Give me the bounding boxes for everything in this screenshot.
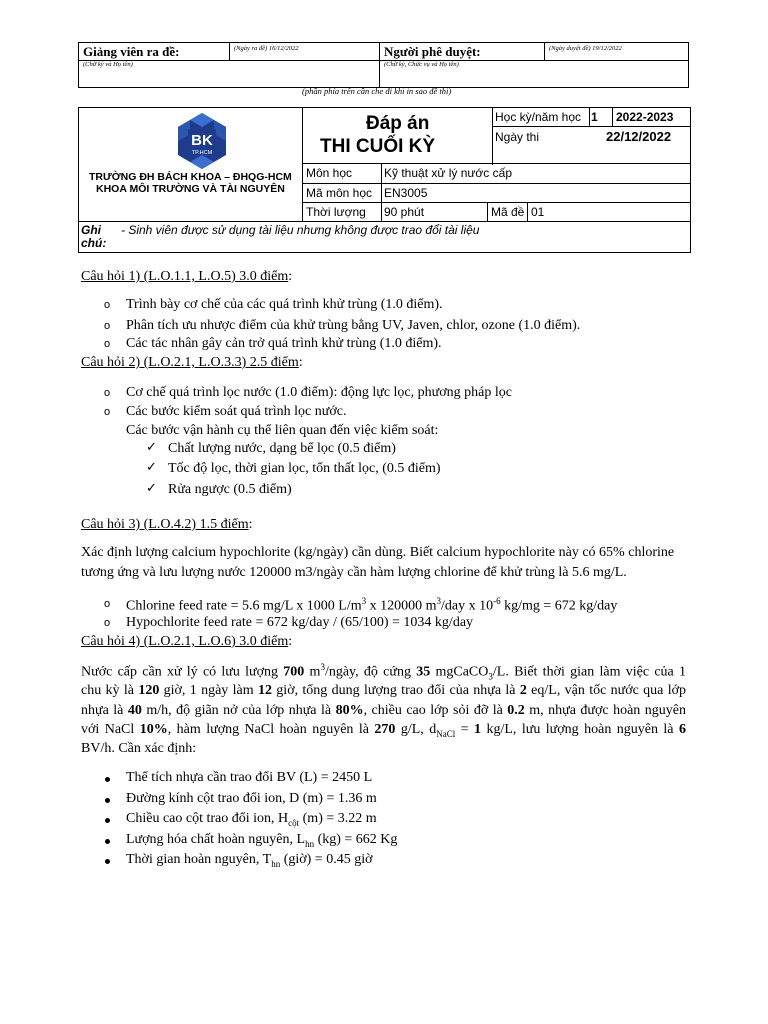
school-name: TRƯỜNG ĐH BÁCH KHOA – ĐHQG-HCM <box>89 171 292 183</box>
approval-table <box>78 42 689 88</box>
q4-item: Thời gian hoàn nguyên, $T_{hn}$ (giờ) = 0.45 giờ <box>126 852 373 869</box>
q4-item: Lượng hóa chất hoàn nguyên, $L_{hn}$ (kg) = 662 Kg <box>126 832 398 849</box>
bullet-dot-icon <box>105 798 110 803</box>
exam-code-value: 01 <box>531 205 545 219</box>
q4-title: Câu hỏi 4) (L.O.2.1, L.O.6) 3.0 điểm: <box>81 634 293 649</box>
duration-value: 90 phút <box>384 205 425 219</box>
svg-text:TP.HCM: TP.HCM <box>191 150 213 156</box>
q2-check-item: Tốc độ lọc, thời gian lọc, tổn thất lọc, (0.5 điểm) <box>168 461 441 476</box>
q3-item: Chlorine feed rate = 5.6 mg/L x 1000 $L/m^3$ x 120000 $m^3$/day x $10^{-6}$ kg/mg = 672 kg/day <box>126 596 618 614</box>
q4-item: Thể tích nhựa cần trao đổi BV (L) = 2450 L <box>126 770 373 785</box>
svg-text:BK: BK <box>191 132 213 149</box>
hollow-bullet-icon: o <box>104 320 111 332</box>
subject-label: Môn học <box>306 166 353 180</box>
q1-item: Trình bày cơ chế của các quá trình khử trùng (1.0 điểm). <box>126 297 443 312</box>
hollow-bullet-icon: o <box>104 617 111 629</box>
hollow-bullet-icon: o <box>104 299 111 311</box>
check-mark-icon: ✓ <box>146 460 157 475</box>
q2-item: Cơ chế quá trình lọc nước (1.0 điểm): động lực lọc, phương pháp lọc <box>126 385 512 400</box>
course-code-value: EN3005 <box>384 186 428 200</box>
exam-header-table <box>78 107 691 253</box>
exam-code-label: Mã đề <box>491 205 525 219</box>
bullet-dot-icon <box>105 859 110 864</box>
date-label: Ngày thi <box>495 130 540 144</box>
q4-item: Chiều cao cột trao đổi ion, $H_{cột}$ (m) = 3.22 m <box>126 811 377 828</box>
q3-paragraph-line: tương ứng và lưu lượng nước 120000 m3/ngày cần hàm lượng chlorine để khử trùng là 5.6 mg/L. <box>81 565 627 580</box>
hollow-bullet-icon: o <box>104 598 111 610</box>
q3-title: Câu hỏi 3) (L.O.4.2) 1.5 điểm: <box>81 517 253 532</box>
course-code-label: Mã môn học <box>306 186 373 200</box>
note-text: - Sinh viên được sử dụng tài liệu nhưng không được trao đổi tài liệu <box>121 223 480 237</box>
q2-check-item: Chất lượng nước, dạng bể lọc (0.5 điểm) <box>168 441 396 456</box>
lecturer-label: Giảng viên ra đề: <box>83 44 180 59</box>
approver-date: (Ngày duyệt đề) 19/12/2022 <box>549 45 622 52</box>
semester-value: 1 <box>591 110 598 124</box>
q1-item: Phân tích ưu nhược điểm của khử trùng bằng UV, Javen, chlor, ozone (1.0 điểm). <box>126 318 581 333</box>
q2-check-item: Rửa ngược (0.5 điểm) <box>168 482 292 497</box>
q1-title: Câu hỏi 1) (L.O.1.1, L.O.5) 3.0 điểm: <box>81 269 293 284</box>
q4-item: Đường kính cột trao đổi ion, D (m) = 1.36 m <box>126 791 377 806</box>
bullet-dot-icon <box>105 777 110 782</box>
q3-item: Hypochlorite feed rate = 672 kg/day / (65/100) = 1034 kg/day <box>126 615 474 630</box>
q2-item: Các bước kiểm soát quá trình lọc nước. <box>126 404 347 419</box>
approver-label: Người phê duyệt: <box>384 44 481 59</box>
q4-paragraph-line: BV/h. Cần xác định: <box>81 741 197 756</box>
title-answer: Đáp án <box>366 113 430 134</box>
q4-paragraph-line: Nước cấp cần xử lý có lưu lượng 700 $m^3$/ngày, độ cứng 35 mgCaCO$_3$/L. Biết thời gian làm việc của 1 <box>81 662 687 682</box>
note-label: Ghi <box>81 223 101 237</box>
bullet-dot-icon <box>105 818 110 823</box>
q2-title: Câu hỏi 2) (L.O.2.1, L.O.3.3) 2.5 điểm: <box>81 355 303 370</box>
hollow-bullet-icon: o <box>104 338 111 350</box>
title-final-exam: THI CUỐI KỲ <box>320 136 436 157</box>
q2-sub-intro: Các bước vận hành cụ thể liên quan đến việc kiểm soát: <box>126 423 439 438</box>
lecturer-sign-note: (Chữ ký và Họ tên) <box>83 61 133 68</box>
bk-logo <box>174 111 230 171</box>
lecturer-date: (Ngày ra đề) 16/12/2022 <box>234 45 299 52</box>
approver-sign-note: (Chữ ký, Chức vụ và Họ tên) <box>384 61 459 68</box>
date-value: 22/12/2022 <box>606 129 672 144</box>
cover-note: (phần phía trên cần che đi khi in sao đề thi) <box>302 86 452 96</box>
note-label-2: chú: <box>81 236 107 250</box>
check-mark-icon: ✓ <box>146 481 157 496</box>
q4-paragraph-line: chu kỳ là 120 giờ, 1 ngày làm 12 giờ, tổng dung lượng trao đổi của nhựa là 2 eq/L, vận tốc nước qua lớp <box>81 683 686 698</box>
q4-paragraph-line: với NaCl 10%, hàm lượng NaCl hoàn nguyên là 270 g/L, $d_{NaCl} = 1$ kg/L, lưu lượng hoàn nguyên là 6 <box>81 722 686 739</box>
q3-paragraph-line: Xác định lượng calcium hypochlorite (kg/ngày) cần dùng. Biết calcium hypochlorite này có 65% chlorine <box>81 545 675 560</box>
check-mark-icon: ✓ <box>146 440 157 455</box>
hollow-bullet-icon: o <box>104 406 111 418</box>
subject-value: Kỹ thuật xử lý nước cấp <box>384 166 512 180</box>
hollow-bullet-icon: o <box>104 387 111 399</box>
faculty-name: KHOA MÔI TRƯỜNG VÀ TÀI NGUYÊN <box>96 183 285 195</box>
duration-label: Thời lượng <box>306 205 366 219</box>
year-value: 2022-2023 <box>616 110 674 124</box>
semester-label: Học kỳ/năm học <box>495 110 582 124</box>
q4-paragraph-line: nhựa là 40 m/h, độ giãn nở của lớp nhựa là 80%, chiều cao lớp sỏi đỡ là 0.2 m, nhựa được hoàn nguyên <box>81 703 686 718</box>
q1-item: Các tác nhân gây cản trở quá trình khử trùng (1.0 điểm). <box>126 336 442 351</box>
bullet-dot-icon <box>105 839 110 844</box>
